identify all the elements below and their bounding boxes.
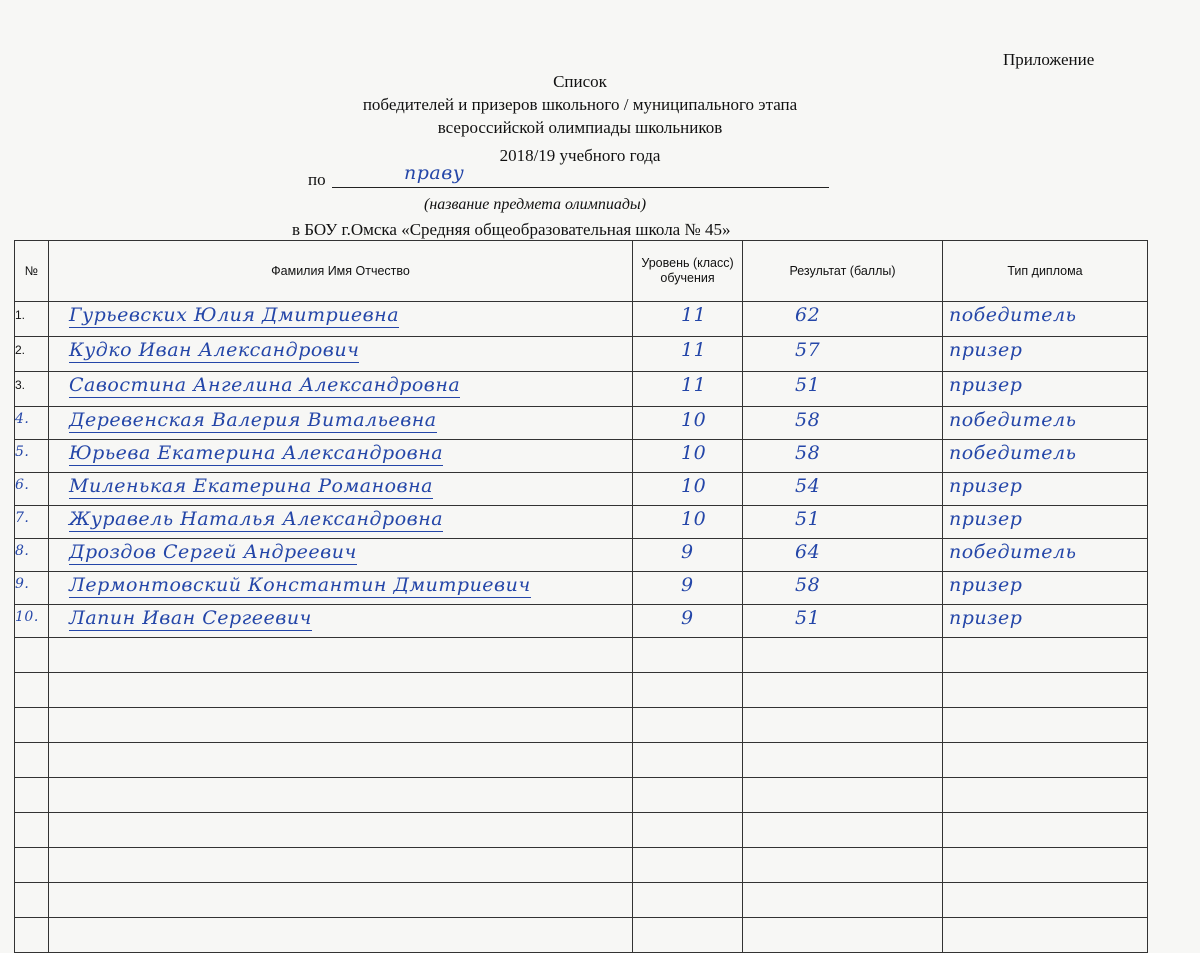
participant-grade-cell [633,473,743,506]
table-row [15,337,1148,372]
subject-caption: (название предмета олимпиады) [424,196,647,213]
participant-name-cell [49,539,633,572]
participant-grade: 10 [681,442,707,464]
participant-grade-cell [633,440,743,473]
diploma-type: призер [949,607,1023,629]
participant-score-cell [743,708,943,743]
participant-grade-cell [633,848,743,883]
participant-name-cell [49,638,633,673]
diploma-type-cell [943,708,1148,743]
results-table [14,240,1148,953]
participant-score-cell [743,673,943,708]
table-row [15,572,1148,605]
table-row [15,506,1148,539]
table-row [15,440,1148,473]
row-number-cell [15,848,49,883]
table-row [15,473,1148,506]
row-number-cell [15,708,49,743]
participant-name-cell [49,407,633,440]
participant-name: Миленькая Екатерина Романовна [69,475,433,497]
participant-grade-cell [633,673,743,708]
row-number-cell: 10. [15,605,49,638]
header-name: Фамилия Имя Отчество [49,241,633,302]
diploma-type: победитель [949,304,1077,326]
participant-name-cell [49,918,633,953]
participant-grade: 10 [681,508,707,530]
school-line: в БОУ г.Омска «Средняя общеобразовательная школа № 45» [292,220,731,239]
participant-name-cell [49,743,633,778]
participant-name-cell [49,673,633,708]
participant-name: Лапин Иван Сергеевич [69,607,312,629]
participant-name-cell [49,506,633,539]
participant-score-cell [743,638,943,673]
empty-table-row [15,813,1148,848]
diploma-type: призер [949,475,1023,497]
participant-score: 57 [795,339,821,361]
row-number-cell [15,638,49,673]
diploma-type-cell [943,337,1148,372]
diploma-type-cell [943,506,1148,539]
row-number-cell: 3. [15,372,49,407]
participant-name: Дроздов Сергей Андреевич [69,541,357,563]
participant-score-cell [743,506,943,539]
header-level: Уровень (класс) обучения [633,241,743,302]
diploma-type-cell [943,473,1148,506]
diploma-type: победитель [949,409,1077,431]
diploma-type-cell [943,918,1148,953]
participant-grade: 11 [681,304,707,326]
participant-grade: 10 [681,409,707,431]
header-num: № [15,241,49,302]
participant-name-cell [49,572,633,605]
participant-score: 51 [795,607,821,629]
participant-grade-cell [633,539,743,572]
participant-grade: 11 [681,339,707,361]
participant-name-cell [49,605,633,638]
table-header-row [15,241,1148,302]
participant-grade-cell [633,372,743,407]
participant-grade-cell [633,883,743,918]
participant-score-cell [743,407,943,440]
participant-name-cell [49,372,633,407]
participant-name-cell [49,440,633,473]
participant-score: 58 [795,574,821,596]
participant-score-cell [743,813,943,848]
row-number-cell [15,673,49,708]
row-number-cell: 4. [15,407,49,440]
participant-grade-cell [633,506,743,539]
diploma-type-cell [943,743,1148,778]
diploma-type-cell [943,372,1148,407]
empty-table-row [15,673,1148,708]
participant-score-cell [743,302,943,337]
participant-score-cell [743,337,943,372]
diploma-type: призер [949,339,1023,361]
table-row [15,302,1148,337]
participant-score: 62 [795,304,821,326]
empty-table-row [15,778,1148,813]
participant-name-cell [49,302,633,337]
diploma-type: призер [949,508,1023,530]
participant-grade: 9 [681,574,694,596]
participant-grade-cell [633,337,743,372]
diploma-type-cell [943,572,1148,605]
empty-table-row [15,848,1148,883]
participant-grade: 9 [681,607,694,629]
participant-name: Юрьева Екатерина Александровна [69,442,444,464]
row-number-cell: 7. [15,506,49,539]
diploma-type-cell [943,673,1148,708]
table-row [15,605,1148,638]
diploma-type: победитель [949,442,1077,464]
participant-grade-cell [633,302,743,337]
participant-score: 58 [795,409,821,431]
diploma-type: призер [949,574,1023,596]
participant-name: Журавель Наталья Александровна [69,508,444,530]
participant-name: Лермонтовский Константин Дмитриевич [69,574,531,596]
diploma-type-cell [943,778,1148,813]
diploma-type: призер [949,374,1023,396]
participant-name: Савостина Ангелина Александровна [69,374,461,396]
participant-grade: 10 [681,475,707,497]
diploma-type-cell [943,605,1148,638]
participant-score-cell [743,539,943,572]
diploma-type-cell [943,813,1148,848]
row-number-cell: 5. [15,440,49,473]
row-number-cell [15,813,49,848]
document-subtitle-line1: победителей и призеров школьного / муниципального этапа [362,95,798,114]
empty-table-row [15,918,1148,953]
empty-table-row [15,883,1148,918]
participant-score-cell [743,848,943,883]
empty-table-row [15,743,1148,778]
diploma-type-cell [943,302,1148,337]
subject-blank-line [332,187,829,188]
document-subtitle-line2: всероссийской олимпиады школьников [437,118,723,137]
participant-grade-cell [633,407,743,440]
diploma-type-cell [943,407,1148,440]
diploma-type: победитель [949,541,1077,563]
participant-score: 64 [795,541,821,563]
participant-grade-cell [633,605,743,638]
participant-grade-cell [633,638,743,673]
row-number-cell [15,778,49,813]
participant-grade-cell [633,778,743,813]
participant-score: 58 [795,442,821,464]
participant-name-cell [49,337,633,372]
subject-line [308,162,465,190]
row-number-cell [15,743,49,778]
diploma-type-cell [943,883,1148,918]
header-result: Результат (баллы) [743,241,943,302]
subject-prefix: по [308,170,326,189]
appendix-label: Приложение [1003,50,1095,69]
row-number-cell: 2. [15,337,49,372]
diploma-type-cell [943,539,1148,572]
participant-name-cell [49,778,633,813]
participant-grade-cell [633,918,743,953]
participant-name: Гурьевских Юлия Дмитриевна [69,304,400,326]
participant-grade: 9 [681,541,694,563]
participant-name-cell [49,848,633,883]
diploma-type-cell [943,440,1148,473]
empty-table-row [15,638,1148,673]
participant-name: Деревенская Валерия Витальевна [69,409,437,431]
row-number-cell [15,883,49,918]
table-row [15,407,1148,440]
participant-score-cell [743,743,943,778]
empty-table-row [15,708,1148,743]
row-number-cell: 9. [15,572,49,605]
subject-handwritten: праву [404,162,465,184]
participant-score-cell [743,605,943,638]
participant-name: Кудко Иван Александрович [69,339,360,361]
participant-grade-cell [633,813,743,848]
table-row [15,372,1148,407]
participant-grade-cell [633,708,743,743]
participant-score-cell [743,918,943,953]
participant-score-cell [743,372,943,407]
participant-score: 51 [795,508,821,530]
diploma-type-cell [943,638,1148,673]
participant-score: 51 [795,374,821,396]
participant-name-cell [49,813,633,848]
document-title: Список [553,72,607,91]
row-number-cell: 8. [15,539,49,572]
row-number-cell: 6. [15,473,49,506]
participant-name-cell [49,883,633,918]
diploma-type-cell [943,848,1148,883]
participant-grade: 11 [681,374,707,396]
participant-score: 54 [795,475,821,497]
participant-score-cell [743,883,943,918]
participant-name-cell [49,473,633,506]
participant-grade-cell [633,572,743,605]
document-subtitle-line3: 2018/19 учебного года [499,146,661,165]
table-row [15,539,1148,572]
participant-score-cell [743,473,943,506]
participant-score-cell [743,572,943,605]
participant-score-cell [743,440,943,473]
participant-name-cell [49,708,633,743]
row-number-cell [15,918,49,953]
row-number-cell: 1. [15,302,49,337]
participant-grade-cell [633,743,743,778]
header-diploma: Тип диплома [943,241,1148,302]
participant-score-cell [743,778,943,813]
